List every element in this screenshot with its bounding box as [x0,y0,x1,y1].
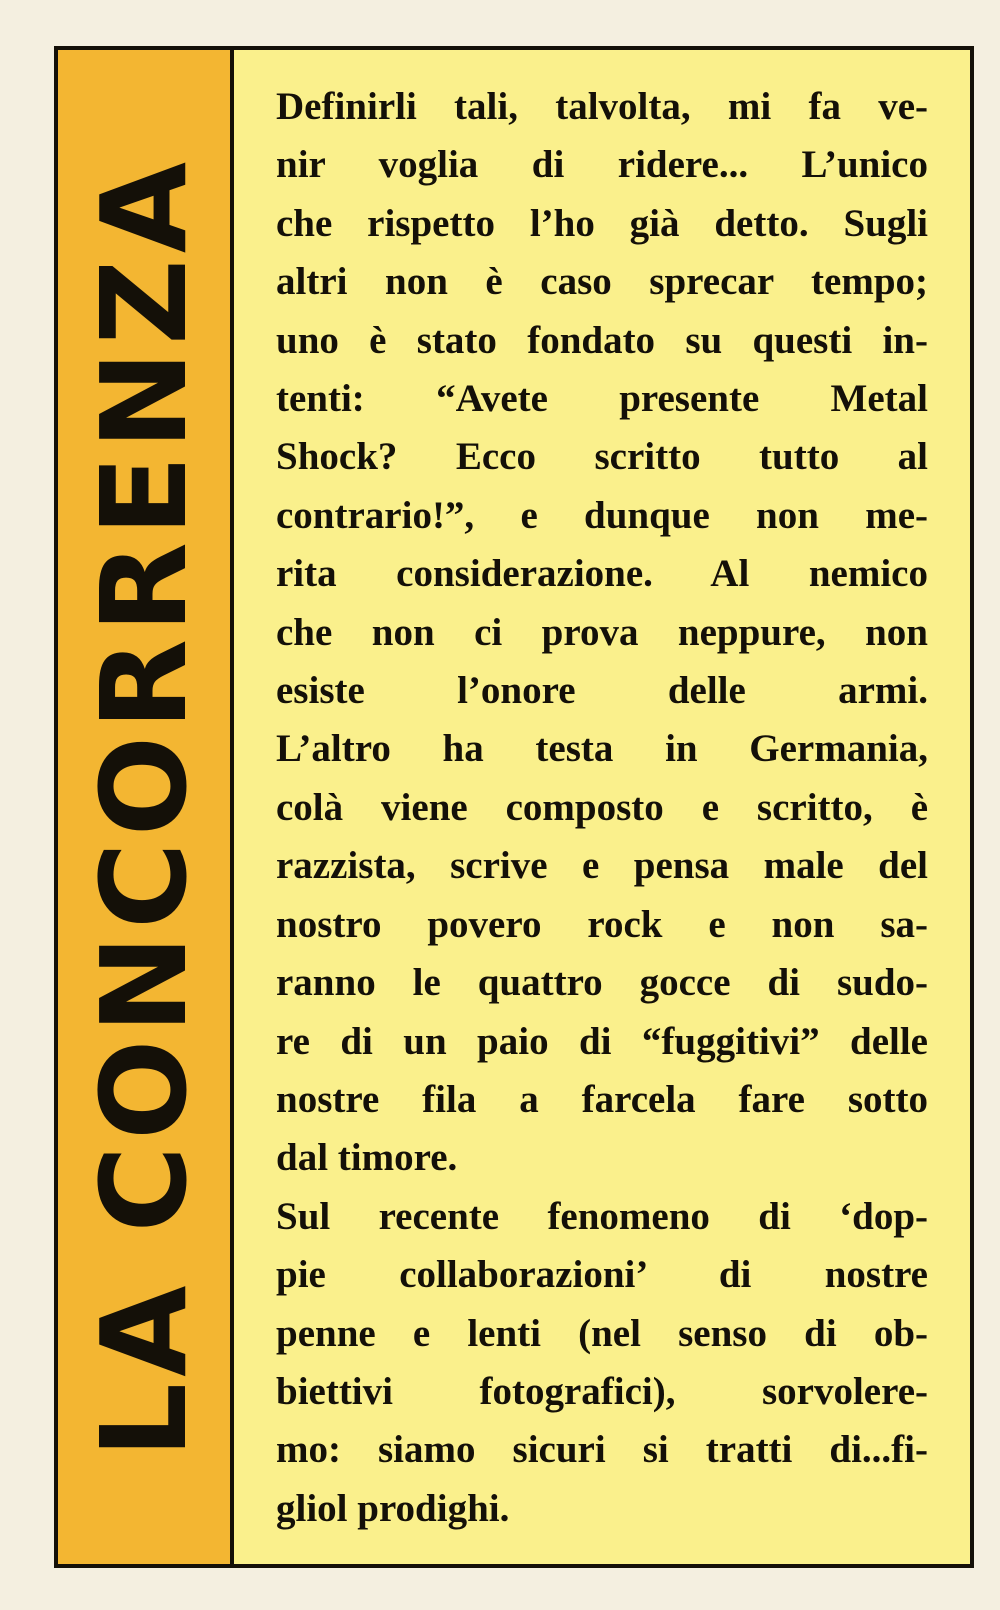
text-line: contrario!”, e dunque non me- [276,493,928,537]
text-line: che non ci prova neppure, non [276,610,928,654]
text-line: Definirli tali, talvolta, mi fa ve- [276,85,928,128]
article-body [276,78,928,1538]
text-line: dal timore. [276,1136,458,1180]
text-line: penne e lenti (nel senso di ob- [276,1311,928,1355]
text-line: nostre fila a farcela fare sotto [276,1077,928,1121]
text-line: gliol prodighi. [276,1486,510,1530]
article-box [54,46,974,1568]
text-line: Sul recente fenomeno di ‘dop- [276,1194,928,1238]
text-line: tenti: “Avete presente Metal [276,377,928,421]
text-line: esiste l’onore delle armi. [276,669,928,713]
text-line: ranno le quattro gocce di sudo- [276,961,928,1005]
text-line: che rispetto l’ho già detto. Sugli [276,201,928,245]
text-line: nir voglia di ridere... L’unico [276,143,928,187]
text-line: L’altro ha testa in Germania, [276,727,928,771]
sidebar-banner [58,50,234,1564]
text-line: colà viene composto e scritto, è [276,785,928,829]
text-line: mo: siamo sicuri si tratti di...fi- [276,1428,928,1472]
text-line: altri non è caso sprecar tempo; [276,260,928,304]
text-line: rita considerazione. Al nemico [276,552,928,596]
text-line: re di un paio di “fuggitivi” delle [276,1019,928,1063]
sidebar-title: LA CONCORRENZA [75,155,213,1459]
text-line: uno è stato fondato su questi in- [276,318,928,362]
text-line: razzista, scrive e pensa male del [276,844,928,888]
text-line: Shock? Ecco scritto tutto al [276,435,928,479]
text-line: pie collaborazioni’ di nostre [276,1253,928,1297]
text-line: biettivi fotografici), sorvolere- [276,1369,928,1413]
text-line: nostro povero rock e non sa- [276,902,928,946]
